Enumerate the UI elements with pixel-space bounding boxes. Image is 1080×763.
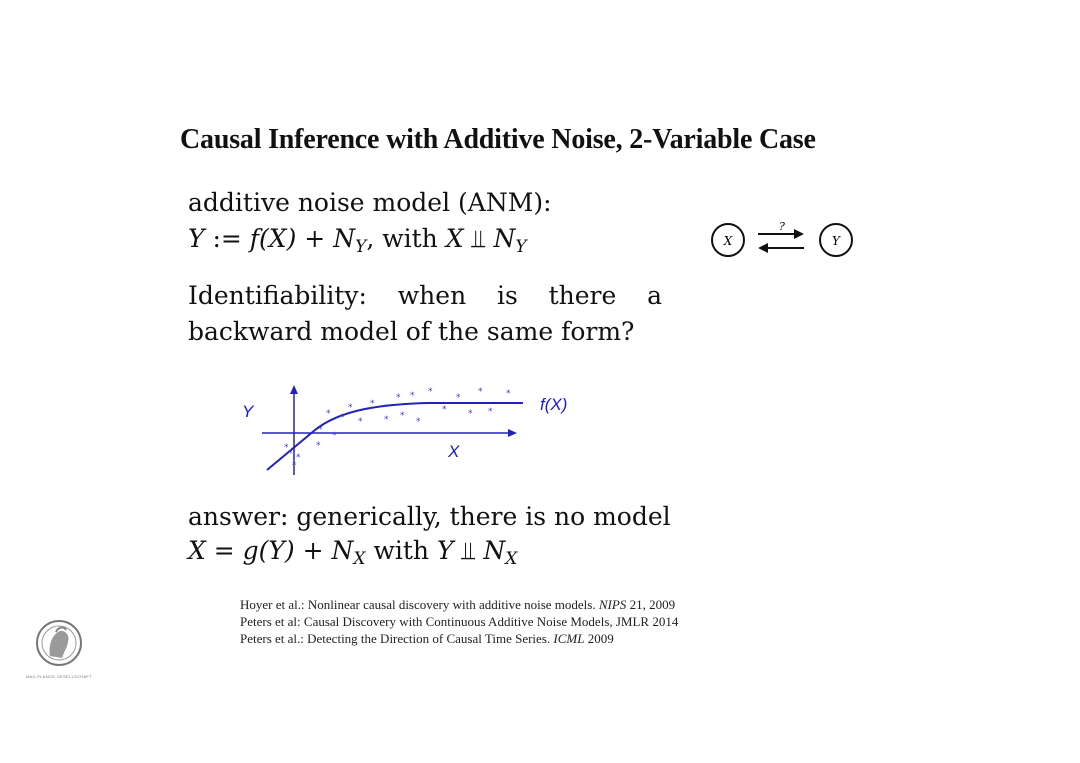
scatter-point: * <box>288 449 293 459</box>
eq-var: X <box>188 536 206 565</box>
eq-indep: ⫫ <box>453 536 484 565</box>
eq-noise: N <box>493 224 516 253</box>
eq-text: with <box>365 536 437 565</box>
logo-caption: MAX-PLANCK-GESELLSCHAFT <box>26 674 92 679</box>
y-axis-label: Y <box>242 402 254 421</box>
eq-text: , with <box>366 224 446 253</box>
eq-sub: X <box>505 549 518 569</box>
question-mark: ? <box>779 220 785 233</box>
eq-sub: X <box>353 549 366 569</box>
scatter-point: * <box>488 407 493 417</box>
arrow-left-head <box>758 243 768 253</box>
eq-var: Y <box>188 224 205 253</box>
references <box>240 596 678 647</box>
node-y-label: Y <box>832 234 840 248</box>
scatter-point: * <box>284 443 289 453</box>
anm-scatter-plot <box>230 380 590 480</box>
scatter-point: * <box>410 391 415 401</box>
max-planck-minerva-seal-icon <box>26 618 92 668</box>
scatter-point: * <box>468 409 473 419</box>
scatter-point: * <box>416 417 421 427</box>
eq-indep: ⫫ <box>463 224 494 253</box>
scatter-point: * <box>340 413 345 423</box>
anm-heading: additive noise model (ANM): <box>188 188 552 217</box>
eq-noise: N <box>331 536 354 565</box>
scatter-point: * <box>316 441 321 451</box>
slide-title: Causal Inference with Additive Noise, 2-Variable Case <box>180 124 816 155</box>
eq-sub: Y <box>515 237 527 257</box>
answer-equation <box>188 536 517 569</box>
scatter-point: * <box>326 409 331 419</box>
scatter-point: * <box>456 393 461 403</box>
eq-op: := <box>204 224 250 253</box>
eq-func: g <box>242 536 259 565</box>
eq-op: = <box>205 536 243 565</box>
y-axis-arrow <box>290 385 298 394</box>
eq-op: + <box>296 224 334 253</box>
scatter-point: * <box>358 417 363 427</box>
scatter-point: * <box>292 461 297 471</box>
answer-text: answer: generically, there is no model <box>188 502 671 531</box>
reference-item: Peters et al: Causal Discovery with Continuous Additive Noise Models, JMLR 2014 <box>240 614 679 629</box>
scatter-point: * <box>442 405 447 415</box>
anm-equation <box>188 224 527 257</box>
f-curve <box>267 403 523 470</box>
curve-label: f(X) <box>540 395 568 414</box>
scatter-point: * <box>296 453 301 463</box>
scatter-point: * <box>348 403 353 413</box>
eq-func: f <box>249 224 260 253</box>
institution-logo <box>26 618 92 679</box>
scatter-point: * <box>478 387 483 397</box>
eq-arg: (Y) <box>258 536 295 565</box>
scatter-point: * <box>332 431 337 441</box>
identifiability-text: Identifiability: when is there a backward model of the same form? <box>188 281 662 346</box>
eq-var: X <box>445 224 464 253</box>
scatter-points <box>284 387 511 471</box>
node-x-label: X <box>723 234 733 248</box>
eq-noise: N <box>333 224 356 253</box>
scatter-point: * <box>384 415 389 425</box>
scatter-point: * <box>396 393 401 403</box>
reference-item: Hoyer et al.: Nonlinear causal discovery with additive noise models. NIPS 21, 2009 <box>240 597 676 612</box>
x-axis-label: X <box>448 442 460 461</box>
scatter-point: * <box>400 411 405 421</box>
scatter-point: * <box>506 389 511 399</box>
eq-op: + <box>294 536 332 565</box>
eq-arg: (X) <box>259 224 297 253</box>
scatter-point: * <box>370 399 375 409</box>
eq-var: Y <box>436 536 454 565</box>
scatter-point: * <box>318 425 323 435</box>
arrow-right-head <box>794 229 804 239</box>
reference-item: Peters et al.: Detecting the Direction of Causal Time Series. ICML 2009 <box>240 631 614 646</box>
causal-direction-diagram <box>700 218 870 264</box>
eq-noise: N <box>483 536 506 565</box>
eq-sub: Y <box>355 237 367 257</box>
scatter-point: * <box>428 387 433 397</box>
x-axis-arrow <box>508 429 517 437</box>
